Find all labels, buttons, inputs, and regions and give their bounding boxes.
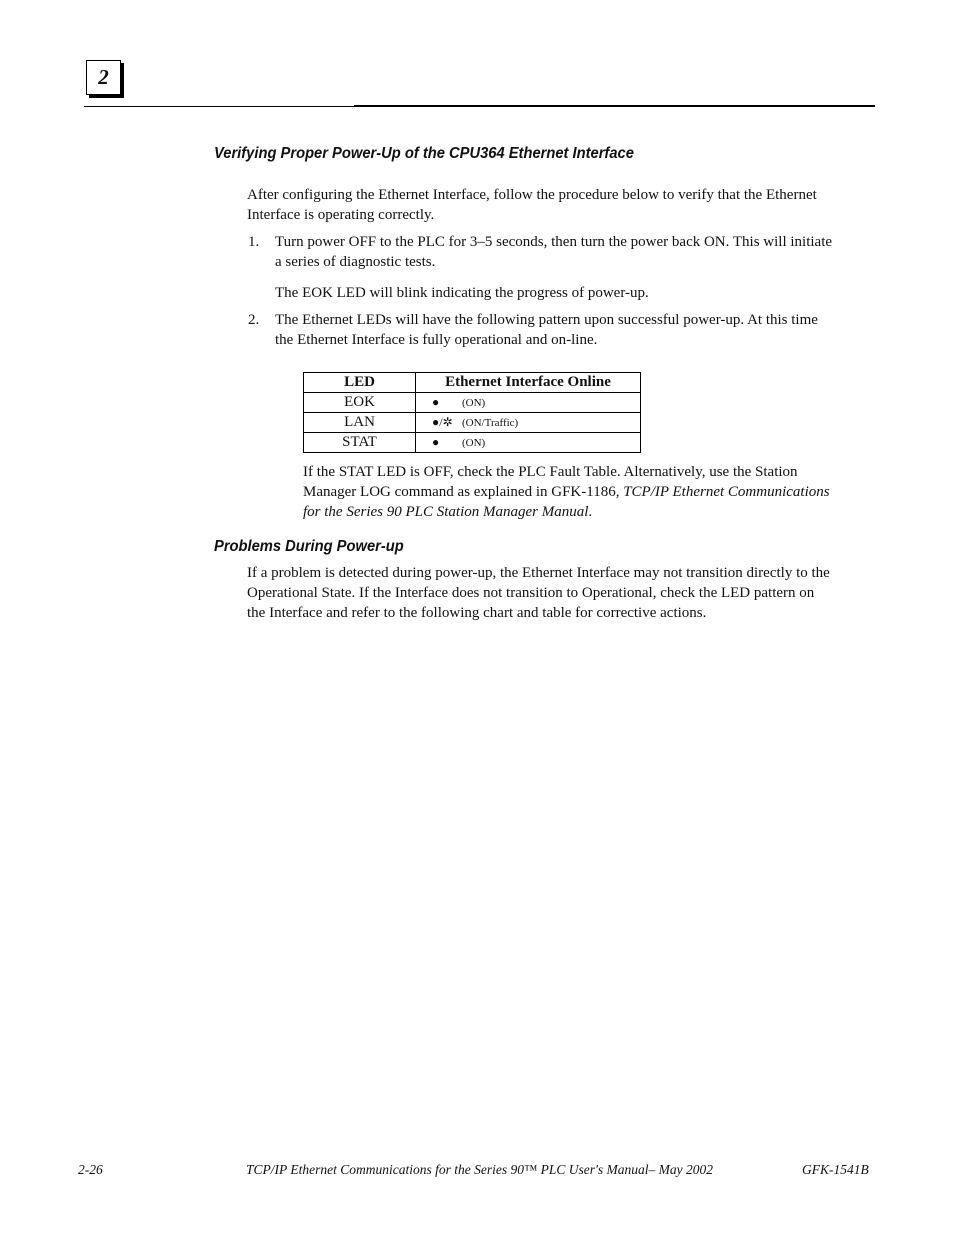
led-name: LAN [304, 413, 416, 433]
step-1-number: 1. [248, 234, 260, 250]
step-2-line-1: The Ethernet LEDs will have the following pattern upon successful power-up. At this time [275, 312, 818, 328]
step-2-line-2: the Ethernet Interface is fully operational and on-line. [275, 332, 598, 348]
manual-title-italic-cont: for the Series 90 PLC Station Manager Manual [303, 504, 589, 520]
problems-line-2: Operational State. If the Interface does not transition to Operational, check the LED pattern on [247, 585, 815, 601]
table-row [304, 393, 641, 413]
problems-paragraph [247, 563, 830, 623]
led-name: EOK [304, 393, 416, 413]
led-status [416, 433, 641, 453]
chapter-number-box [86, 60, 121, 95]
stat-note-line-3: for the Series 90 PLC Station Manager Manual. [303, 504, 593, 520]
led-state: (ON/Traffic) [462, 417, 519, 429]
table-row [304, 433, 641, 453]
led-on-icon: ● [432, 435, 440, 449]
footer-doc-id: GFK-1541B [802, 1162, 869, 1177]
intro-line-1: After configuring the Ethernet Interface, follow the procedure below to verify that the Ethernet [247, 187, 817, 203]
intro-line-2: Interface is operating correctly. [247, 207, 435, 223]
step-2-number: 2. [248, 312, 260, 328]
header-rule-left [84, 106, 354, 107]
header-led: LED [304, 373, 416, 393]
step-2-text [275, 310, 818, 350]
footer-page-number: 2-26 [78, 1162, 103, 1177]
section-heading-verifying: Verifying Proper Power-Up of the CPU364 Ethernet Interface [214, 145, 634, 162]
problems-line-1: If a problem is detected during power-up, the Ethernet Interface may not transition directly to the [247, 565, 830, 581]
led-state: (ON) [462, 437, 486, 449]
led-pattern-table [303, 372, 641, 453]
problems-line-3: the Interface and refer to the following chart and table for corrective actions. [247, 605, 707, 621]
led-status [416, 393, 641, 413]
section-heading-problems: Problems During Power-up [214, 538, 404, 555]
stat-note-line-1: If the STAT LED is OFF, check the PLC Fault Table. Alternatively, use the Station [303, 464, 798, 480]
intro-paragraph [247, 185, 817, 225]
chapter-number: 2 [98, 65, 109, 89]
led-status [416, 413, 641, 433]
table-header-row [304, 373, 641, 393]
step-1-line-2: a series of diagnostic tests. [275, 254, 436, 270]
stat-led-note [303, 462, 830, 522]
footer-title: TCP/IP Ethernet Communications for the Series 90™ PLC User's Manual– May 2002 [246, 1162, 713, 1177]
step-1-note: The EOK LED will blink indicating the progress of power-up. [275, 285, 649, 301]
step-1-text [275, 232, 832, 272]
manual-title-italic: TCP/IP Ethernet Communications [623, 484, 830, 500]
step-1-line-1: Turn power OFF to the PLC for 3–5 seconds, then turn the power back ON. This will initiate [275, 234, 833, 250]
led-state: (ON) [462, 397, 486, 409]
led-traffic-icon: ●/✲ [432, 415, 453, 429]
header-rule-right [354, 105, 875, 107]
led-name: STAT [304, 433, 416, 453]
table-row [304, 413, 641, 433]
header-ethernet-online: Ethernet Interface Online [416, 373, 641, 393]
led-on-icon: ● [432, 395, 440, 409]
stat-note-line-2: Manager LOG command as explained in GFK-1186, TCP/IP Ethernet Communications [303, 484, 830, 500]
